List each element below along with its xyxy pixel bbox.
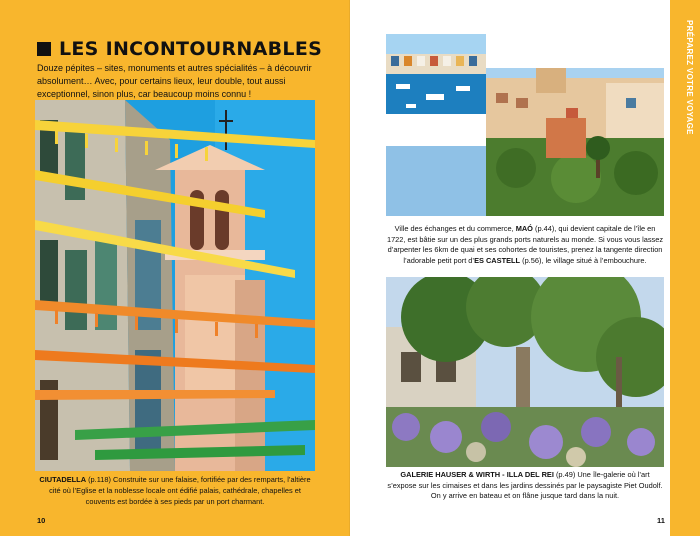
mao-caption-intro: Ville des échanges et du commerce, — [394, 224, 516, 233]
ciutadella-photo — [35, 100, 315, 471]
ciutadella-description: (p.118) Construite sur une falaise, fortifiée par des remparts, l’altière cité où l’Eglise et la noblesse locale ont édifié palais, cathédrale, chapelles et couvents est bordée à ses pieds par un port charmant. — [49, 475, 311, 506]
hauser-wirth-caption — [386, 470, 664, 502]
page-number-right: 11 — [657, 516, 665, 525]
ciutadella-caption — [35, 474, 315, 507]
hauser-wirth-garden-photo — [386, 277, 664, 467]
title-bullet — [37, 42, 51, 56]
es-castell-photo — [386, 34, 486, 146]
ciutadella-name: CIUTADELLA — [39, 475, 87, 484]
intro-text: Douze pépites – sites, monuments et autres spécialités – à découvrir absolument… Avec, pour certains lieux, leur double, tout aussi exceptionnel, sinon plus, car beaucoup moins connu ! — [37, 63, 312, 99]
page-number-left: 10 — [37, 516, 46, 525]
section-header — [37, 38, 322, 60]
mao-name: MAÓ — [515, 224, 533, 233]
hauser-wirth-description: (p.49) Une île-galerie où l’art s’expose sur les cimaises et dans les jardins dessinés par le paysagiste Piet Oudolf. On y arrive en bateau et on flâne jusque tard dans la nuit. — [387, 470, 663, 500]
page-title: LES INCONTOURNABLES — [59, 38, 323, 60]
side-tab-label: PRÉPAREZ VOTRE VOYAGE — [685, 20, 694, 135]
right-page — [350, 0, 700, 536]
hauser-wirth-name: GALERIE HAUSER & WIRTH - ILLA DEL REI — [400, 470, 554, 479]
mao-caption — [386, 224, 664, 266]
es-castell-name: ES CASTELL — [474, 255, 521, 265]
mao-caption-end: (p.56), le village situé à l’embouchure. — [520, 255, 647, 265]
mao-caption-middle: (p.44), qui devient capitale de l’île en 1722, est bâtie sur un des plus grands ports naturels au monde. Si vous vous lassez d’arpenter les 6km de quai et ses cohortes de touristes, prenez la tangente direction l’adorable petit port d’ — [386, 224, 664, 265]
